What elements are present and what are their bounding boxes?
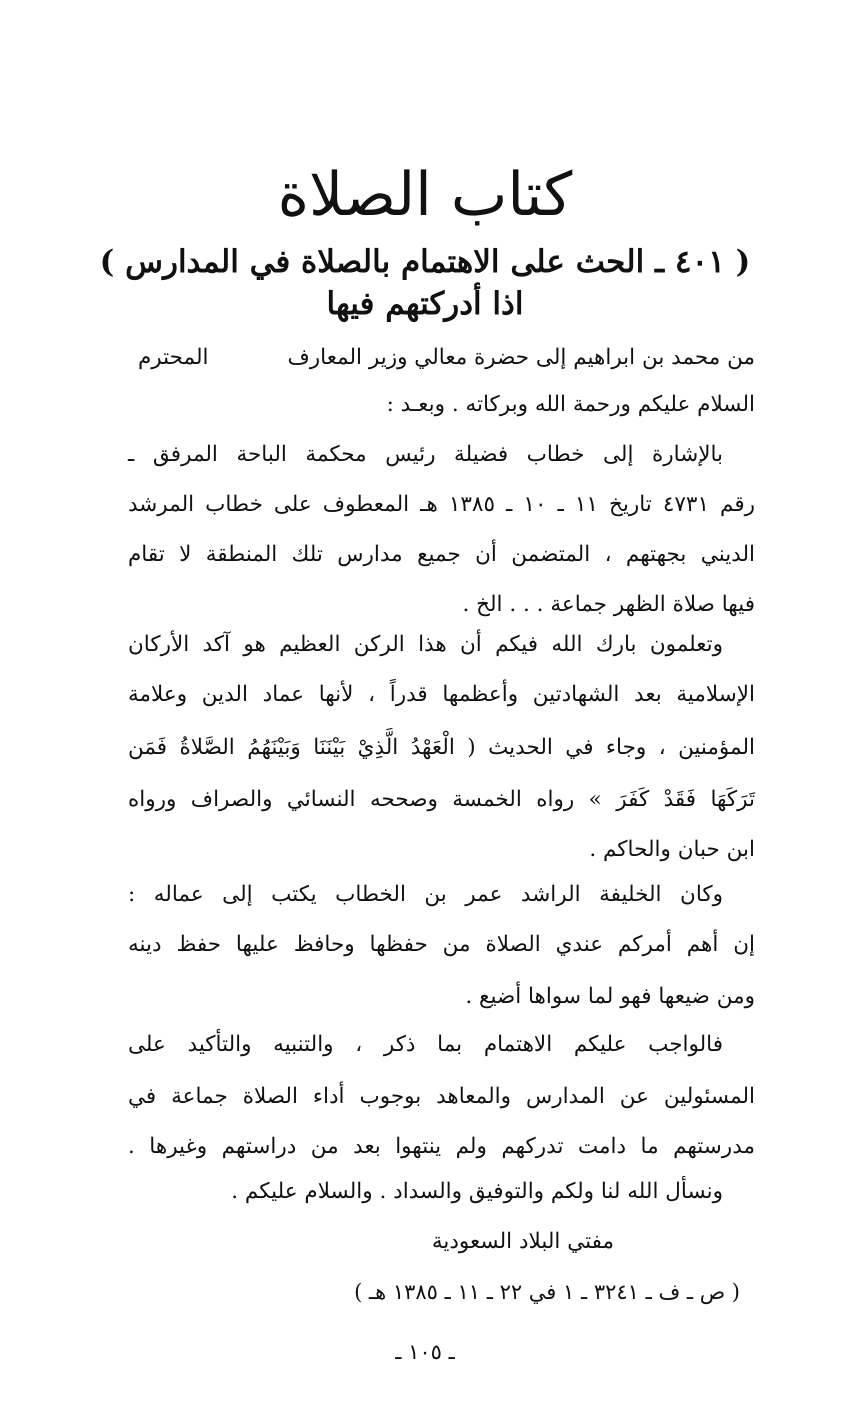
body-line: بالإشارة إلى خطاب فضيلة رئيس محكمة الباحة المرفق ـ [128,442,723,467]
reference-number: ( ص ـ ف ـ ٣٢٤١ ـ ١ في ٢٢ ـ ١١ ـ ١٣٨٥ هـ ) [354,1280,740,1304]
body-line: فيها صلاة الظهر جماعة . . . الخ . [462,592,755,617]
body-line: ومن ضيعها فهو لما سواها أضيع . [465,984,755,1009]
body-line: فالواجب عليكم الاهتمام بما ذكر ، والتنبيه والتأكيد على [128,1032,723,1057]
body-line: الديني بجهتهم ، المتضمن أن جميع مدارس تلك المنطقة لا تقام [128,542,755,567]
body-line: الإسلامية بعد الشهادتين وأعظمها قدراً ، لأنها عماد الدين وعلامة [128,682,755,707]
page-title: كتاب الصلاة [277,160,573,230]
closing-line: ونسأل الله لنا ولكم والتوفيق والسداد . والسلام عليكم . [231,1179,723,1204]
address-honorific: المحترم [138,345,209,370]
signature: مفتي البلاد السعودية [431,1229,614,1254]
body-line: ابن حبان والحاكم . [589,837,755,862]
body-line: وكان الخليفة الراشد عمر بن الخطاب يكتب إلى عماله : [128,882,723,907]
section-heading-continuation: اذا أدركتهم فيها [326,286,524,322]
body-line: تَرَكَهَا فَقَدْ كَفَرَ » رواه الخمسة وصححه النسائي والصراف ورواه [128,787,755,812]
body-line: إن أهم أمركم عندي الصلاة من حفظها وحافظ عليها حفظ دينه [128,932,755,957]
address-line: من محمد بن ابراهيم إلى حضرة معالي وزير المعارف [287,345,755,370]
body-line: مدرستهم ما دامت تدركهم ولم ينتهوا بعد من دراستهم وغيرها . [128,1134,755,1159]
body-line: وتعلمون بارك الله فيكم أن هذا الركن العظيم هو آكد الأركان [128,632,723,657]
greeting-line: السلام عليكم ورحمة الله وبركاته . وبعـد : [386,392,755,417]
section-heading: ( ٤٠١ ـ الحث على الاهتمام بالصلاة في المدارس ) [99,244,751,280]
body-line: رقم ٤٧٣١ تاريخ ١١ ـ ١٠ ـ ١٣٨٥ هـ المعطوف على خطاب المرشد [128,492,756,517]
body-line: المسئولين عن المدارس والمعاهد بوجوب أداء الصلاة جماعة في [128,1084,755,1109]
body-line: المؤمنين ، وجاء في الحديث ( الْعَهْدُ الَّذِيْ بَيْنَنَا وَبَيْنَهُمُ الصَّلاةُ فَمَن [128,735,755,760]
address-row [128,343,755,373]
page-number: ـ ١٠٥ ـ [395,1340,455,1364]
